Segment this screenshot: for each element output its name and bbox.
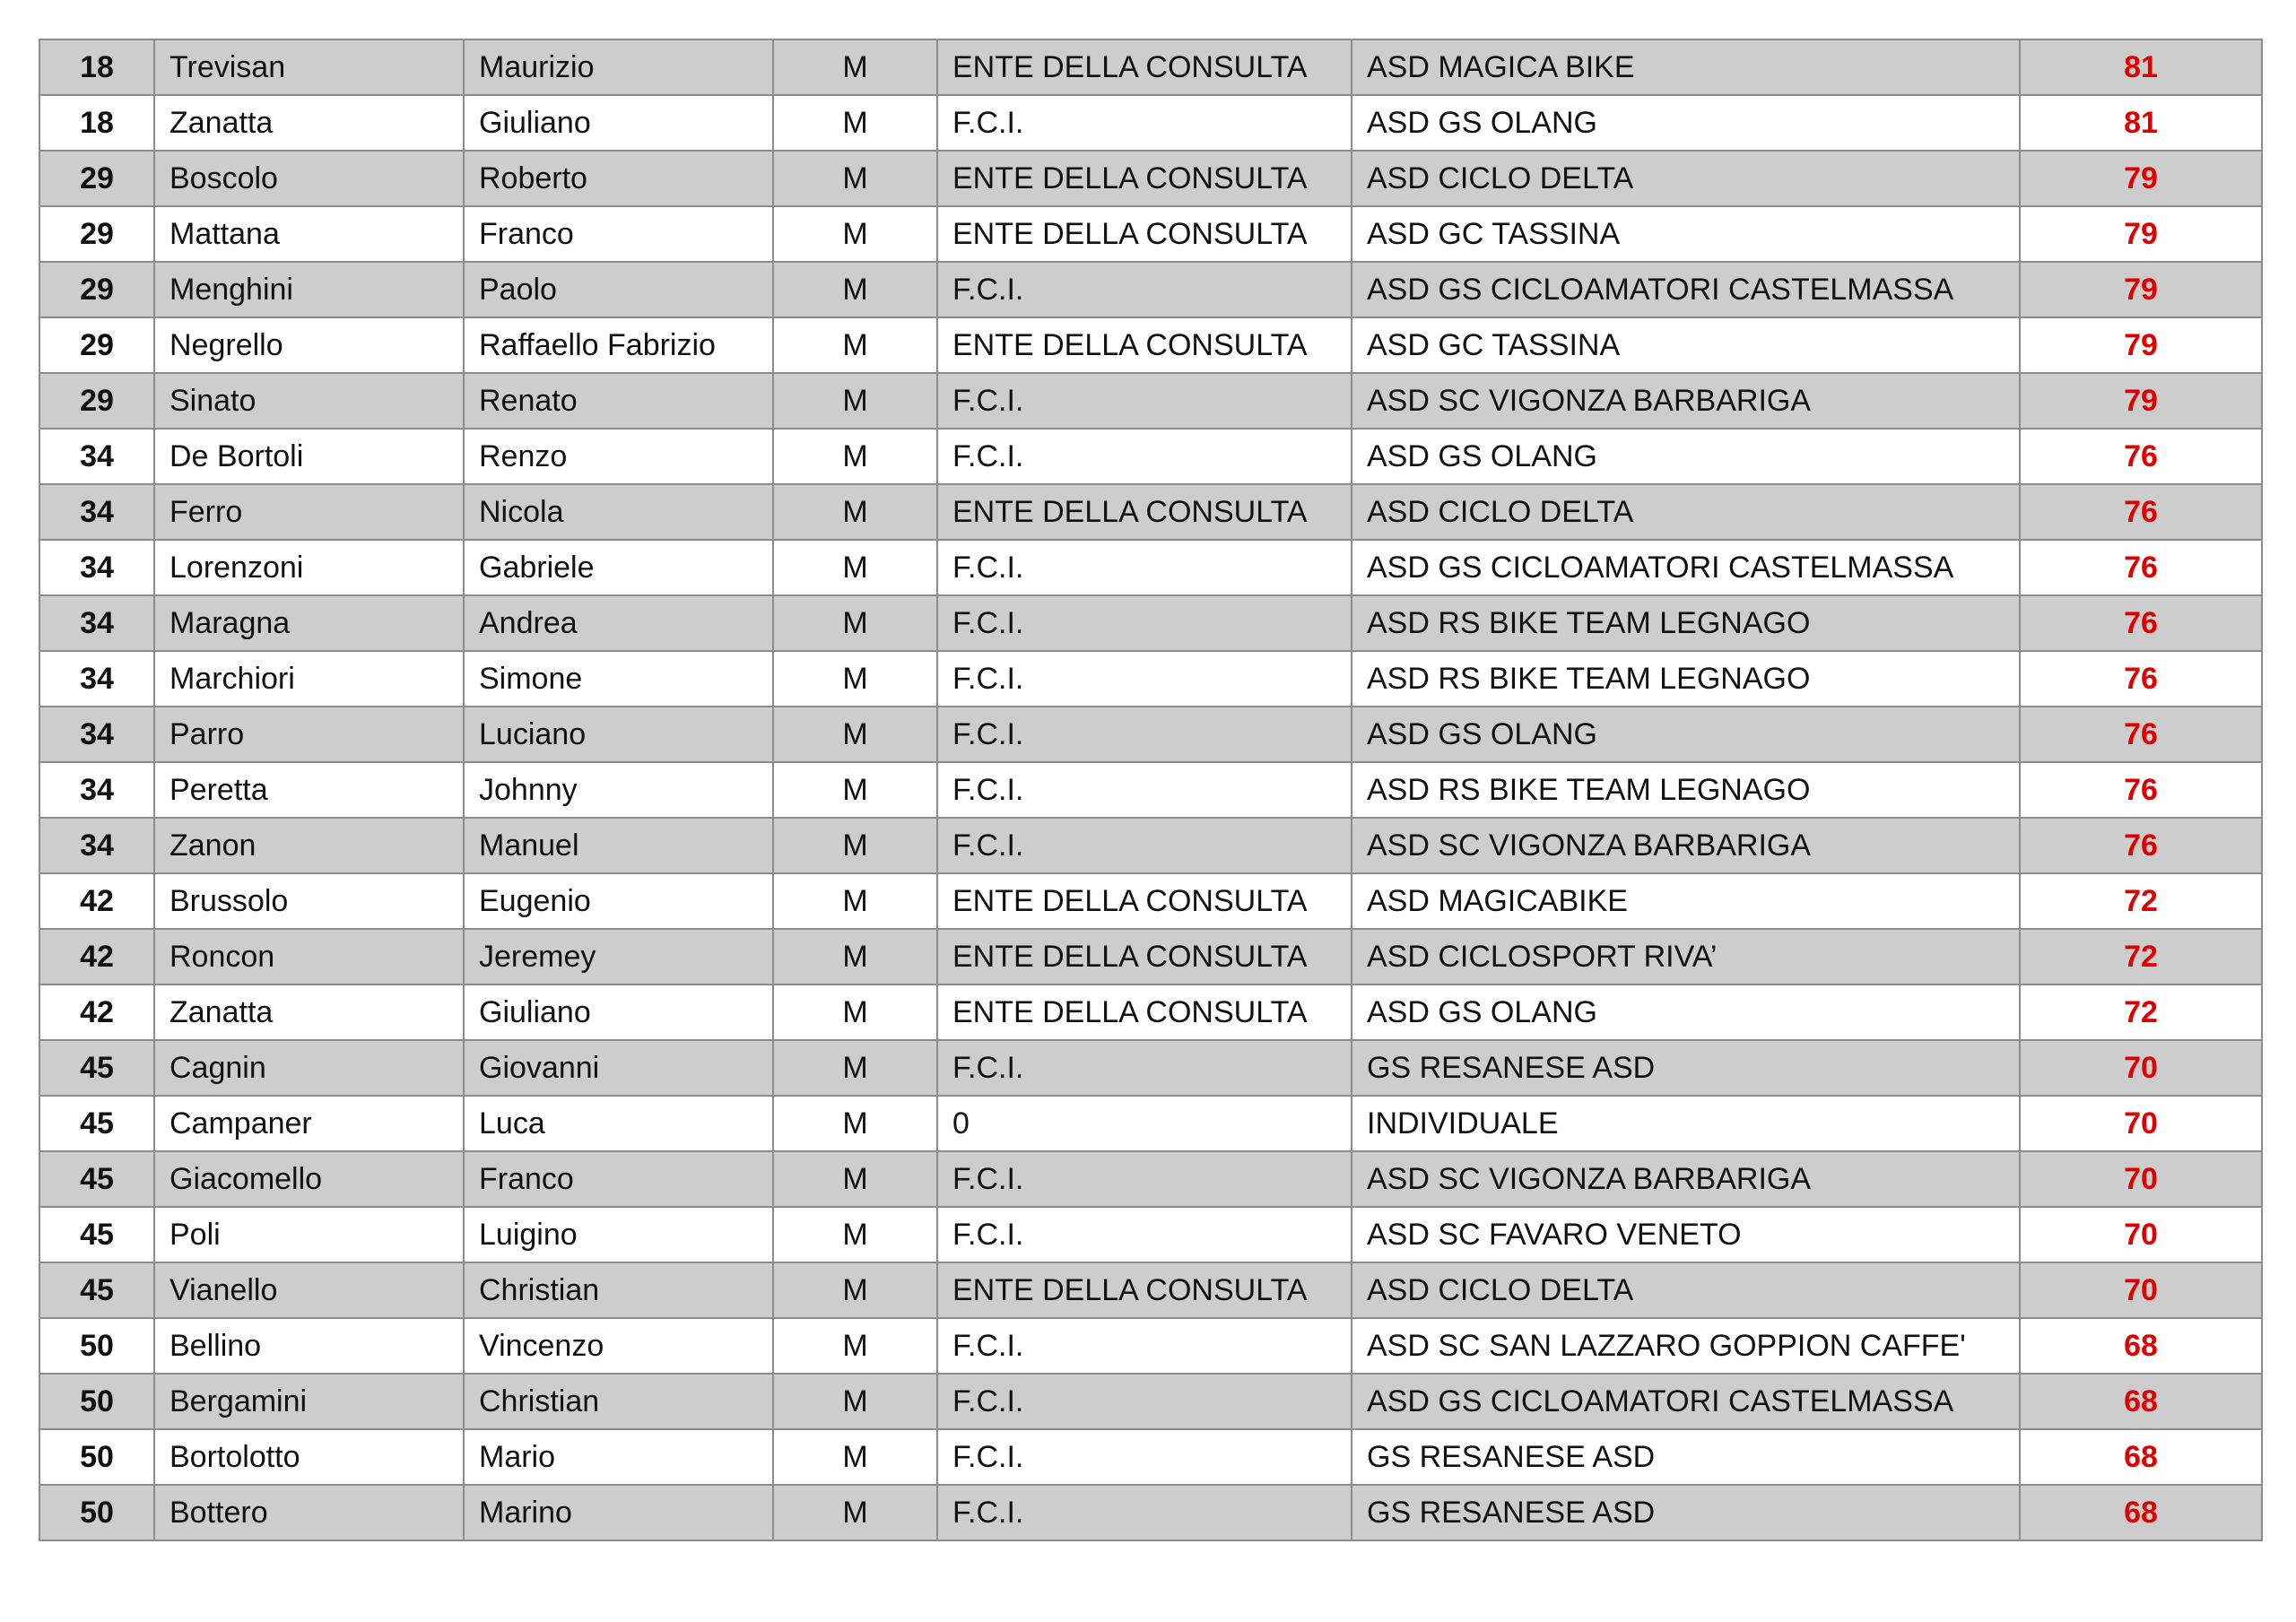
team-cell: ASD GS CICLOAMATORI CASTELMASSA — [1352, 262, 2020, 317]
points-cell: 76 — [2020, 818, 2262, 873]
points-cell: 76 — [2020, 484, 2262, 540]
sex-cell: M — [773, 373, 937, 429]
position-cell: 29 — [39, 262, 154, 317]
sex-cell: M — [773, 39, 937, 95]
sex-cell: M — [773, 1318, 937, 1374]
position-cell: 50 — [39, 1485, 154, 1540]
position-cell: 45 — [39, 1096, 154, 1151]
sex-cell: M — [773, 818, 937, 873]
sex-cell: M — [773, 206, 937, 262]
surname-cell: Negrello — [154, 317, 464, 373]
table-row — [39, 206, 2262, 262]
points-cell: 79 — [2020, 373, 2262, 429]
sex-cell: M — [773, 1485, 937, 1540]
points-cell: 76 — [2020, 540, 2262, 595]
federation-cell: F.C.I. — [937, 762, 1352, 818]
position-cell: 29 — [39, 151, 154, 206]
table-row — [39, 1262, 2262, 1318]
first-name-cell: Jeremey — [464, 929, 773, 984]
position-cell: 34 — [39, 818, 154, 873]
first-name-cell: Nicola — [464, 484, 773, 540]
surname-cell: Ferro — [154, 484, 464, 540]
table-row — [39, 95, 2262, 151]
sex-cell: M — [773, 95, 937, 151]
team-cell: ASD GC TASSINA — [1352, 206, 2020, 262]
table-row — [39, 429, 2262, 484]
points-cell: 76 — [2020, 762, 2262, 818]
position-cell: 34 — [39, 651, 154, 707]
position-cell: 45 — [39, 1262, 154, 1318]
position-cell: 50 — [39, 1318, 154, 1374]
team-cell: ASD MAGICABIKE — [1352, 873, 2020, 929]
sex-cell: M — [773, 262, 937, 317]
first-name-cell: Luciano — [464, 707, 773, 762]
team-cell: ASD GS OLANG — [1352, 707, 2020, 762]
team-cell: ASD GS OLANG — [1352, 95, 2020, 151]
position-cell: 29 — [39, 206, 154, 262]
position-cell: 29 — [39, 317, 154, 373]
sex-cell: M — [773, 1151, 937, 1207]
first-name-cell: Giuliano — [464, 984, 773, 1040]
sex-cell: M — [773, 595, 937, 651]
first-name-cell: Renzo — [464, 429, 773, 484]
first-name-cell: Manuel — [464, 818, 773, 873]
first-name-cell: Marino — [464, 1485, 773, 1540]
table-row — [39, 1096, 2262, 1151]
team-cell: ASD CICLOSPORT RIVA’ — [1352, 929, 2020, 984]
first-name-cell: Maurizio — [464, 39, 773, 95]
table-row — [39, 1207, 2262, 1262]
surname-cell: Lorenzoni — [154, 540, 464, 595]
team-cell: ASD MAGICA BIKE — [1352, 39, 2020, 95]
federation-cell: F.C.I. — [937, 540, 1352, 595]
surname-cell: Menghini — [154, 262, 464, 317]
position-cell: 42 — [39, 873, 154, 929]
surname-cell: Marchiori — [154, 651, 464, 707]
ranking-table-body — [39, 39, 2262, 1540]
sex-cell: M — [773, 1374, 937, 1429]
points-cell: 79 — [2020, 262, 2262, 317]
points-cell: 68 — [2020, 1429, 2262, 1485]
sex-cell: M — [773, 873, 937, 929]
surname-cell: Bortolotto — [154, 1429, 464, 1485]
position-cell: 34 — [39, 762, 154, 818]
sex-cell: M — [773, 707, 937, 762]
team-cell: ASD RS BIKE TEAM LEGNAGO — [1352, 762, 2020, 818]
table-row — [39, 1151, 2262, 1207]
federation-cell: F.C.I. — [937, 95, 1352, 151]
team-cell: ASD GS OLANG — [1352, 429, 2020, 484]
surname-cell: Parro — [154, 707, 464, 762]
table-row — [39, 651, 2262, 707]
surname-cell: Zanatta — [154, 984, 464, 1040]
team-cell: ASD CICLO DELTA — [1352, 151, 2020, 206]
points-cell: 79 — [2020, 206, 2262, 262]
sex-cell: M — [773, 484, 937, 540]
points-cell: 70 — [2020, 1151, 2262, 1207]
surname-cell: Boscolo — [154, 151, 464, 206]
position-cell: 45 — [39, 1040, 154, 1096]
federation-cell: F.C.I. — [937, 1207, 1352, 1262]
surname-cell: Giacomello — [154, 1151, 464, 1207]
points-cell: 68 — [2020, 1485, 2262, 1540]
federation-cell: ENTE DELLA CONSULTA — [937, 873, 1352, 929]
surname-cell: Mattana — [154, 206, 464, 262]
sex-cell: M — [773, 317, 937, 373]
first-name-cell: Christian — [464, 1262, 773, 1318]
table-row — [39, 929, 2262, 984]
team-cell: ASD CICLO DELTA — [1352, 484, 2020, 540]
team-cell: INDIVIDUALE — [1352, 1096, 2020, 1151]
surname-cell: Brussolo — [154, 873, 464, 929]
federation-cell: F.C.I. — [937, 1429, 1352, 1485]
team-cell: ASD CICLO DELTA — [1352, 1262, 2020, 1318]
points-cell: 68 — [2020, 1318, 2262, 1374]
table-row — [39, 595, 2262, 651]
team-cell: ASD SC VIGONZA BARBARIGA — [1352, 373, 2020, 429]
first-name-cell: Giuliano — [464, 95, 773, 151]
table-row — [39, 1374, 2262, 1429]
federation-cell: F.C.I. — [937, 1040, 1352, 1096]
federation-cell: F.C.I. — [937, 1318, 1352, 1374]
first-name-cell: Paolo — [464, 262, 773, 317]
position-cell: 45 — [39, 1207, 154, 1262]
table-row — [39, 1485, 2262, 1540]
sex-cell: M — [773, 1429, 937, 1485]
first-name-cell: Luca — [464, 1096, 773, 1151]
team-cell: GS RESANESE ASD — [1352, 1429, 2020, 1485]
table-row — [39, 484, 2262, 540]
table-row — [39, 1040, 2262, 1096]
first-name-cell: Raffaello Fabrizio — [464, 317, 773, 373]
position-cell: 42 — [39, 929, 154, 984]
table-row — [39, 818, 2262, 873]
federation-cell: ENTE DELLA CONSULTA — [937, 39, 1352, 95]
team-cell: GS RESANESE ASD — [1352, 1040, 2020, 1096]
table-row — [39, 151, 2262, 206]
federation-cell: ENTE DELLA CONSULTA — [937, 1262, 1352, 1318]
first-name-cell: Simone — [464, 651, 773, 707]
federation-cell: F.C.I. — [937, 429, 1352, 484]
position-cell: 50 — [39, 1374, 154, 1429]
sex-cell: M — [773, 151, 937, 206]
position-cell: 50 — [39, 1429, 154, 1485]
surname-cell: Roncon — [154, 929, 464, 984]
points-cell: 68 — [2020, 1374, 2262, 1429]
table-row — [39, 317, 2262, 373]
first-name-cell: Vincenzo — [464, 1318, 773, 1374]
points-cell: 76 — [2020, 595, 2262, 651]
points-cell: 76 — [2020, 429, 2262, 484]
first-name-cell: Roberto — [464, 151, 773, 206]
table-row — [39, 262, 2262, 317]
position-cell: 29 — [39, 373, 154, 429]
surname-cell: Peretta — [154, 762, 464, 818]
position-cell: 45 — [39, 1151, 154, 1207]
position-cell: 34 — [39, 707, 154, 762]
federation-cell: F.C.I. — [937, 707, 1352, 762]
sex-cell: M — [773, 429, 937, 484]
position-cell: 34 — [39, 540, 154, 595]
first-name-cell: Luigino — [464, 1207, 773, 1262]
federation-cell: ENTE DELLA CONSULTA — [937, 151, 1352, 206]
points-cell: 81 — [2020, 39, 2262, 95]
points-cell: 76 — [2020, 651, 2262, 707]
surname-cell: Campaner — [154, 1096, 464, 1151]
table-row — [39, 984, 2262, 1040]
team-cell: ASD SC FAVARO VENETO — [1352, 1207, 2020, 1262]
team-cell: ASD GC TASSINA — [1352, 317, 2020, 373]
first-name-cell: Johnny — [464, 762, 773, 818]
sex-cell: M — [773, 929, 937, 984]
table-row — [39, 1429, 2262, 1485]
position-cell: 18 — [39, 95, 154, 151]
points-cell: 70 — [2020, 1207, 2262, 1262]
federation-cell: ENTE DELLA CONSULTA — [937, 929, 1352, 984]
table-row — [39, 707, 2262, 762]
sex-cell: M — [773, 762, 937, 818]
points-cell: 72 — [2020, 984, 2262, 1040]
federation-cell: F.C.I. — [937, 1151, 1352, 1207]
table-row — [39, 373, 2262, 429]
federation-cell: F.C.I. — [937, 1485, 1352, 1540]
federation-cell: 0 — [937, 1096, 1352, 1151]
position-cell: 34 — [39, 484, 154, 540]
surname-cell: Trevisan — [154, 39, 464, 95]
points-cell: 72 — [2020, 873, 2262, 929]
ranking-table — [39, 39, 2263, 1541]
points-cell: 70 — [2020, 1040, 2262, 1096]
first-name-cell: Andrea — [464, 595, 773, 651]
first-name-cell: Renato — [464, 373, 773, 429]
surname-cell: Vianello — [154, 1262, 464, 1318]
points-cell: 70 — [2020, 1096, 2262, 1151]
team-cell: ASD GS CICLOAMATORI CASTELMASSA — [1352, 1374, 2020, 1429]
table-row — [39, 873, 2262, 929]
points-cell: 76 — [2020, 707, 2262, 762]
federation-cell: F.C.I. — [937, 818, 1352, 873]
sex-cell: M — [773, 540, 937, 595]
surname-cell: Zanatta — [154, 95, 464, 151]
points-cell: 79 — [2020, 317, 2262, 373]
surname-cell: De Bortoli — [154, 429, 464, 484]
position-cell: 34 — [39, 429, 154, 484]
surname-cell: Cagnin — [154, 1040, 464, 1096]
team-cell: ASD SC VIGONZA BARBARIGA — [1352, 818, 2020, 873]
surname-cell: Bottero — [154, 1485, 464, 1540]
sex-cell: M — [773, 1096, 937, 1151]
points-cell: 81 — [2020, 95, 2262, 151]
team-cell: GS RESANESE ASD — [1352, 1485, 2020, 1540]
federation-cell: ENTE DELLA CONSULTA — [937, 984, 1352, 1040]
first-name-cell: Gabriele — [464, 540, 773, 595]
federation-cell: F.C.I. — [937, 262, 1352, 317]
first-name-cell: Eugenio — [464, 873, 773, 929]
first-name-cell: Christian — [464, 1374, 773, 1429]
points-cell: 79 — [2020, 151, 2262, 206]
position-cell: 42 — [39, 984, 154, 1040]
first-name-cell: Franco — [464, 1151, 773, 1207]
first-name-cell: Franco — [464, 206, 773, 262]
surname-cell: Bellino — [154, 1318, 464, 1374]
surname-cell: Poli — [154, 1207, 464, 1262]
team-cell: ASD RS BIKE TEAM LEGNAGO — [1352, 595, 2020, 651]
first-name-cell: Giovanni — [464, 1040, 773, 1096]
sex-cell: M — [773, 651, 937, 707]
sex-cell: M — [773, 1040, 937, 1096]
sex-cell: M — [773, 1262, 937, 1318]
sex-cell: M — [773, 984, 937, 1040]
federation-cell: ENTE DELLA CONSULTA — [937, 206, 1352, 262]
points-cell: 72 — [2020, 929, 2262, 984]
team-cell: ASD RS BIKE TEAM LEGNAGO — [1352, 651, 2020, 707]
position-cell: 18 — [39, 39, 154, 95]
first-name-cell: Mario — [464, 1429, 773, 1485]
surname-cell: Maragna — [154, 595, 464, 651]
federation-cell: F.C.I. — [937, 373, 1352, 429]
federation-cell: F.C.I. — [937, 595, 1352, 651]
federation-cell: ENTE DELLA CONSULTA — [937, 317, 1352, 373]
team-cell: ASD SC SAN LAZZARO GOPPION CAFFE' — [1352, 1318, 2020, 1374]
table-row — [39, 540, 2262, 595]
team-cell: ASD SC VIGONZA BARBARIGA — [1352, 1151, 2020, 1207]
table-row — [39, 762, 2262, 818]
points-cell: 70 — [2020, 1262, 2262, 1318]
table-row — [39, 39, 2262, 95]
team-cell: ASD GS OLANG — [1352, 984, 2020, 1040]
position-cell: 34 — [39, 595, 154, 651]
sex-cell: M — [773, 1207, 937, 1262]
federation-cell: F.C.I. — [937, 1374, 1352, 1429]
surname-cell: Sinato — [154, 373, 464, 429]
team-cell: ASD GS CICLOAMATORI CASTELMASSA — [1352, 540, 2020, 595]
table-row — [39, 1318, 2262, 1374]
surname-cell: Zanon — [154, 818, 464, 873]
federation-cell: ENTE DELLA CONSULTA — [937, 484, 1352, 540]
surname-cell: Bergamini — [154, 1374, 464, 1429]
federation-cell: F.C.I. — [937, 651, 1352, 707]
